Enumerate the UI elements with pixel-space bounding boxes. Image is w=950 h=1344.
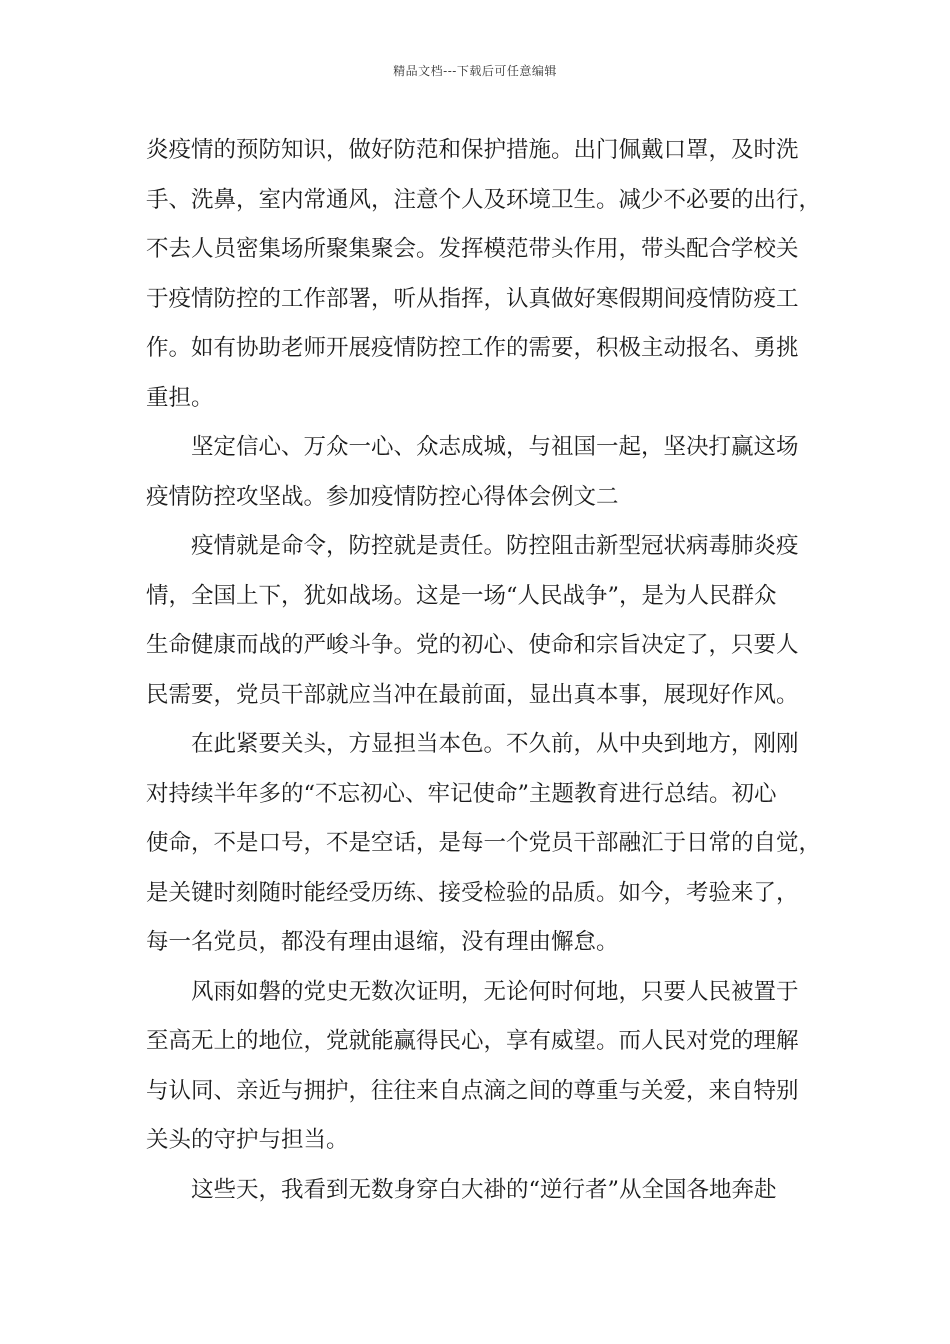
text-line: 关头的守护与担当。	[146, 1127, 349, 1153]
text-line: 对持续半年多的“不忘初心、牢记使命”主题教育进行总结。初心	[146, 780, 777, 807]
text-line: 疫情就是命令，防控就是责任。防控阻击新型冠状病毒肺炎疫	[146, 533, 799, 559]
text-line: 至高无上的地位，党就能赢得民心，享有威望。而人民对党的理解	[146, 1028, 799, 1054]
page-header: 精品文档---下载后可任意编辑	[393, 64, 557, 78]
text-line: 炎疫情的预防知识，做好防范和保护措施。出门佩戴口罩，及时洗	[146, 137, 799, 163]
text-line: 重担。	[146, 384, 214, 411]
text-line: 手、洗鼻，室内常通风，注意个人及环境卫生。减少不必要的出行，	[146, 186, 822, 213]
text-line: 这些天，我看到无数身穿白大褂的“逆行者”从全国各地奔赴	[146, 1176, 777, 1203]
text-line: 作。如有协助老师开展疫情防控工作的需要，积极主动报名、勇挑	[146, 335, 799, 361]
text-line: 在此紧要关头，方显担当本色。不久前，从中央到地方，刚刚	[146, 731, 799, 757]
text-line: 坚定信心、万众一心、众志成城，与祖国一起，坚决打赢这场	[146, 434, 799, 460]
text-line: 民需要，党员干部就应当冲在最前面，显出真本事，展现好作风。	[146, 681, 799, 708]
text-line: 与认同、亲近与拥护，往往来自点滴之间的尊重与关爱，来自特别	[146, 1077, 799, 1104]
text-line: 疫情防控攻坚战。参加疫情防控心得体会例文二	[146, 483, 619, 510]
text-line: 于疫情防控的工作部署，听从指挥，认真做好寒假期间疫情防疫工	[146, 285, 799, 312]
text-line: 使命，不是口号，不是空话，是每一个党员干部融汇于日常的自觉，	[146, 830, 822, 856]
text-line: 每一名党员，都没有理由退缩，没有理由懈怠。	[146, 929, 619, 955]
text-line: 是关键时刻随时能经受历练、接受检验的品质。如今，考验来了，	[146, 879, 799, 906]
text-line: 情，全国上下，犹如战场。这是一场“人民战争”，是为人民群众	[146, 582, 777, 609]
text-line: 风雨如磐的党史无数次证明，无论何时何地，只要人民被置于	[146, 978, 799, 1005]
text-line: 生命健康而战的严峻斗争。党的初心、使命和宗旨决定了，只要人	[146, 632, 799, 658]
text-line: 不去人员密集场所聚集聚会。发挥模范带头作用，带头配合学校关	[146, 236, 799, 262]
document-body	[146, 126, 822, 1215]
